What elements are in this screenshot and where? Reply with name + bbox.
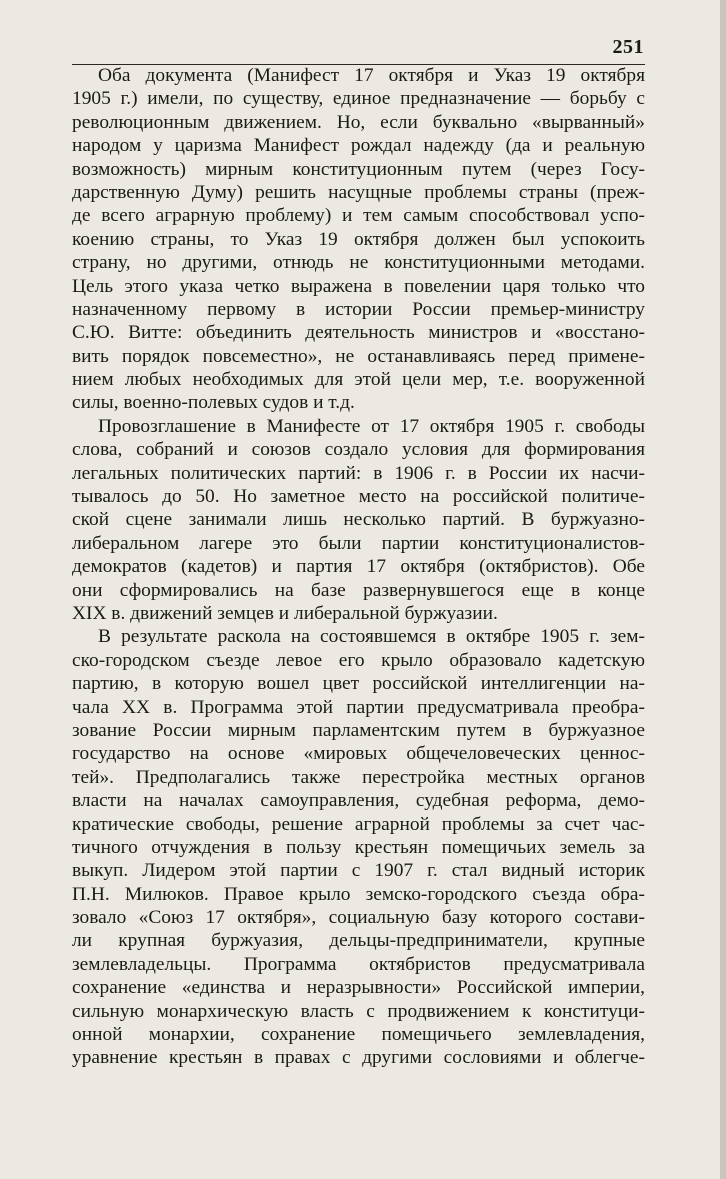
text-line: дарственную Думу) решить насущные проблемы страны (преж- xyxy=(72,181,645,203)
text-line: тывалось до 50. Но заметное место на российской политиче- xyxy=(72,486,645,508)
text-line: демократов (кадетов) и партия 17 октября (октябристов). Обе xyxy=(72,556,645,578)
text-line: уравнение крестьян в правах с другими сословиями и облегче- xyxy=(72,1047,645,1069)
body-text xyxy=(72,64,645,1070)
text-line: народом у царизма Манифест рождал надежду (да и реальную xyxy=(72,135,645,157)
text-line: XIX в. движений земцев и либеральной буржуазии. xyxy=(72,602,498,624)
text-line: 1905 г.) имели, по существу, единое предназначение — борьбу с xyxy=(72,88,645,110)
text-line: чала XX в. Программа этой партии предусматривала преобра- xyxy=(72,696,645,718)
text-line: землевладельцы. Программа октябристов предусматривала xyxy=(72,953,645,975)
text-line: государство на основе «мировых общечеловеческих ценнос- xyxy=(72,743,645,765)
text-line: они сформировались на базе развернувшегося еще в конце xyxy=(72,579,645,601)
text-line: зовало «Союз 17 октября», социальную базу которого состави- xyxy=(72,907,645,929)
text-line: Провозглашение в Манифесте от 17 октября 1905 г. свободы xyxy=(98,415,645,437)
text-line: Оба документа (Манифест 17 октября и Указ 19 октября xyxy=(98,65,645,86)
text-line: назначенному первому в истории России премьер-министру xyxy=(72,298,645,320)
paragraph-1 xyxy=(72,64,645,415)
text-line: сохранение «единства и неразрывности» Российской империи, xyxy=(72,977,645,999)
text-line: зование России мирным парламентским путем в буржуазное xyxy=(72,719,645,741)
text-line: де всего аграрную проблему) и тем самым способствовал успо- xyxy=(72,205,645,227)
text-line: ско-городском съезде левое его крыло образовало кадетскую xyxy=(72,649,645,671)
paragraph-2 xyxy=(72,415,645,626)
page-number: 251 xyxy=(612,36,644,58)
text-line: Цель этого указа четко выражена в повелении царя только что xyxy=(72,275,645,297)
text-line: С.Ю. Витте: объединить деятельность министров и «восстано- xyxy=(72,322,645,344)
text-line: выкуп. Лидером этой партии с 1907 г. стал видный историк xyxy=(72,860,645,882)
text-line: коению страны, то Указ 19 октября должен был успокоить xyxy=(72,228,645,250)
text-line: ской сцене занимали лишь несколько партий. В буржуазно- xyxy=(72,509,645,531)
text-line: нием любых необходимых для этой цели мер, т.е. вооруженной xyxy=(72,369,645,391)
text-line: либеральном лагере это были партии конституционалистов- xyxy=(72,532,645,554)
text-line: онной монархии, сохранение помещичьего землевладения, xyxy=(72,1024,645,1046)
text-line: кратические свободы, решение аграрной проблемы за счет час- xyxy=(72,813,645,835)
paragraph-3 xyxy=(72,625,645,1069)
text-line: революционным движением. Но, если буквально «вырванный» xyxy=(72,111,645,133)
text-line: тичного отчуждения в пользу крестьян помещичьих земель за xyxy=(72,836,645,858)
text-line: легальных политических партий: в 1906 г. в России их насчи- xyxy=(72,462,645,484)
text-line: силы, военно-полевых судов и т.д. xyxy=(72,392,355,414)
text-line: вить порядок повсеместно», не останавливаясь перед примене- xyxy=(72,345,645,367)
text-line: сильную монархическую власть с продвижением к конституци- xyxy=(72,1000,645,1022)
page-edge-shadow xyxy=(720,0,726,1179)
text-line: тей». Предполагались также перестройка местных органов xyxy=(72,766,645,788)
text-line: ли крупная буржуазия, дельцы-предприниматели, крупные xyxy=(72,930,645,952)
text-line: страну, но другими, отнюдь не конституционными методами. xyxy=(72,252,645,274)
text-line: партию, в которую вошел цвет российской интеллигенции на- xyxy=(72,673,645,695)
text-line: возможность) мирным конституционным путем (через Госу- xyxy=(72,158,645,180)
text-line: П.Н. Милюков. Правое крыло земско-городского съезда обра- xyxy=(72,883,645,905)
text-line: В результате раскола на состоявшемся в октябре 1905 г. зем- xyxy=(98,626,645,648)
text-line: власти на началах самоуправления, судебная реформа, демо- xyxy=(72,790,645,812)
text-line: слова, собраний и союзов создало условия для формирования xyxy=(72,439,645,461)
